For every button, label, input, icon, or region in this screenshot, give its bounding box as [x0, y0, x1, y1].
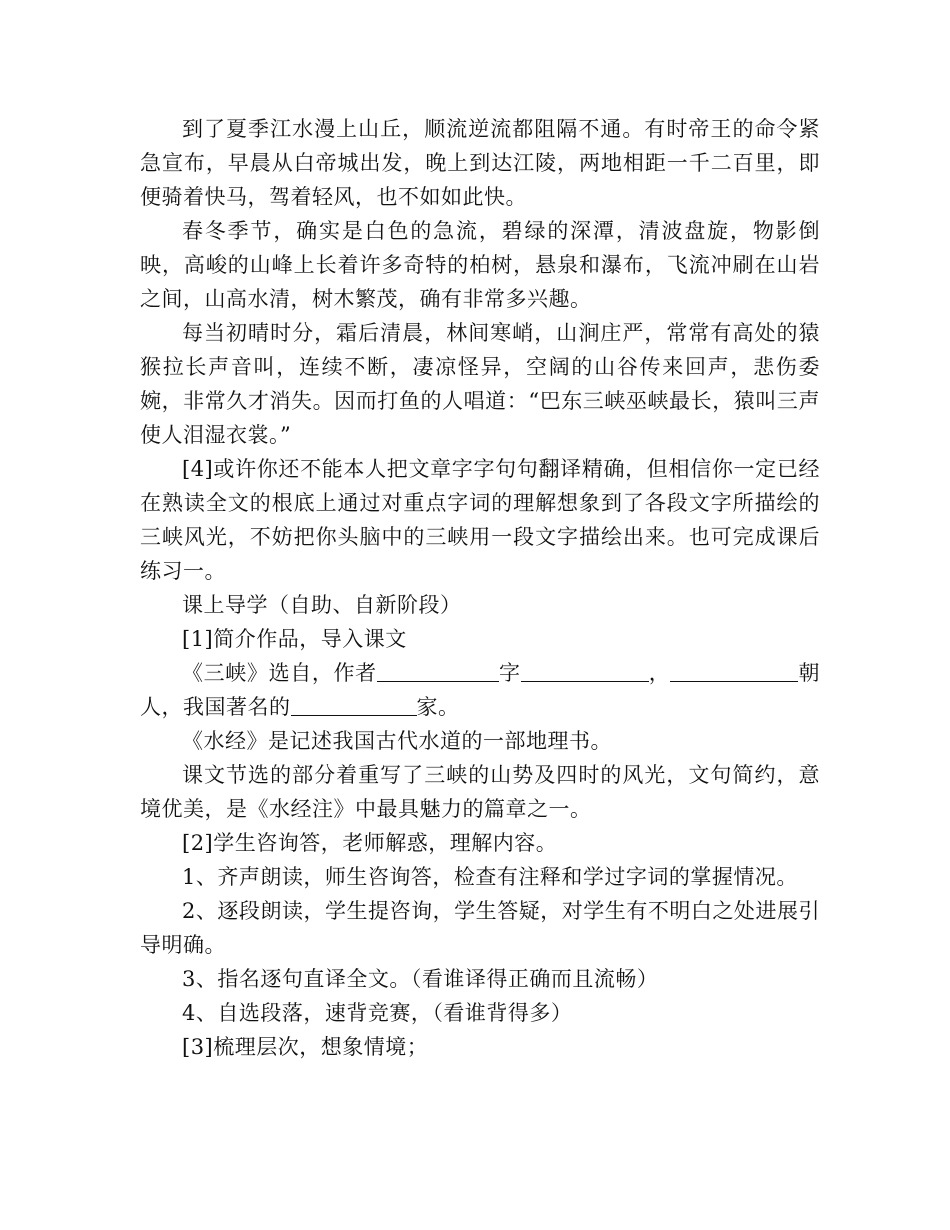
- section-heading-class-guide: 课上导学（自助、自新阶段）: [182, 593, 462, 617]
- fill-in-text-4: 朝人，我国著名的: [140, 661, 821, 719]
- fill-in-text-3: ，: [648, 661, 671, 685]
- step-3-heading: [3]梳理层次，想象情境；: [182, 1035, 429, 1059]
- fill-in-question: [140, 656, 820, 724]
- paragraph-spring-winter: 春冬季节，确实是白色的急流，碧绿的深潭，清波盘旋，物影倒映，高峻的山峰上长着许多奇特的柏树，悬泉和瀑布，飞流冲刷在山岩之间，山高水清，树木繁茂，确有非常多兴趣。: [140, 219, 820, 311]
- blank-dynasty[interactable]: [670, 659, 788, 682]
- fill-in-text-2: 字: [498, 661, 521, 685]
- list-item-2: 2、逐段朗读，学生提咨询，学生答疑，对学生有不明白之处进展引导明确。: [140, 899, 820, 957]
- step-2-heading: [2]学生咨询答，老师解惑，理解内容。: [182, 831, 558, 855]
- paragraph-summer: 到了夏季江水漫上山丘，顺流逆流都阻隔不通。有时帝王的命令紧急宣布，早晨从白帝城出发，晚上到达江陵，两地相距一千二百里，即便骑着快马，驾着轻风，也不如如此快。: [140, 117, 820, 209]
- paragraph-task-4: [4]或许你还不能本人把文章字字句句翻译精确，但相信你一定已经在熟读全文的根底上通过对重点字词的理解想象到了各段文字所描绘的三峡风光，不妨把你头脑中的三峡用一段文字描绘出来。也可完成课后练习一。: [140, 457, 820, 583]
- document-page: [140, 112, 820, 1064]
- step-1-heading: [1]简介作品，导入课文: [182, 627, 407, 651]
- paragraph-excerpt-summary: 课文节选的部分着重写了三峡的山势及四时的风光，文句简约，意境优美，是《水经注》中最具魅力的篇章之一。: [140, 763, 820, 821]
- blank-author[interactable]: [377, 659, 499, 682]
- blank-dynasty-tail: [788, 659, 798, 682]
- blank-courtesy-name[interactable]: [521, 659, 649, 682]
- blank-profession[interactable]: [291, 693, 417, 716]
- paragraph-shuijing: 《水经》是记述我国古代水道的一部地理书。: [182, 729, 612, 753]
- list-item-4: 4、自选段落，速背竞赛，（看谁背得多）: [182, 1001, 573, 1025]
- paragraph-morning: 每当初晴时分，霜后清晨，林间寒峭，山涧庄严，常常有高处的猿猴拉长声音叫，连续不断，凄凉怪异，空阔的山谷传来回声，悲伤委婉，非常久才消失。因而打鱼的人唱道：“巴东三峡巫峡最长，猿叫三声使人泪湿衣裳。”: [140, 321, 820, 447]
- list-item-1: 1、齐声朗读，师生咨询答，检查有注释和学过字词的掌握情况。: [182, 865, 798, 889]
- list-item-3: 3、指名逐句直译全文。（看谁译得正确而且流畅）: [182, 967, 659, 991]
- fill-in-text-5: 家。: [416, 695, 460, 719]
- fill-in-text-1: 《三峡》选自，作者: [182, 661, 377, 685]
